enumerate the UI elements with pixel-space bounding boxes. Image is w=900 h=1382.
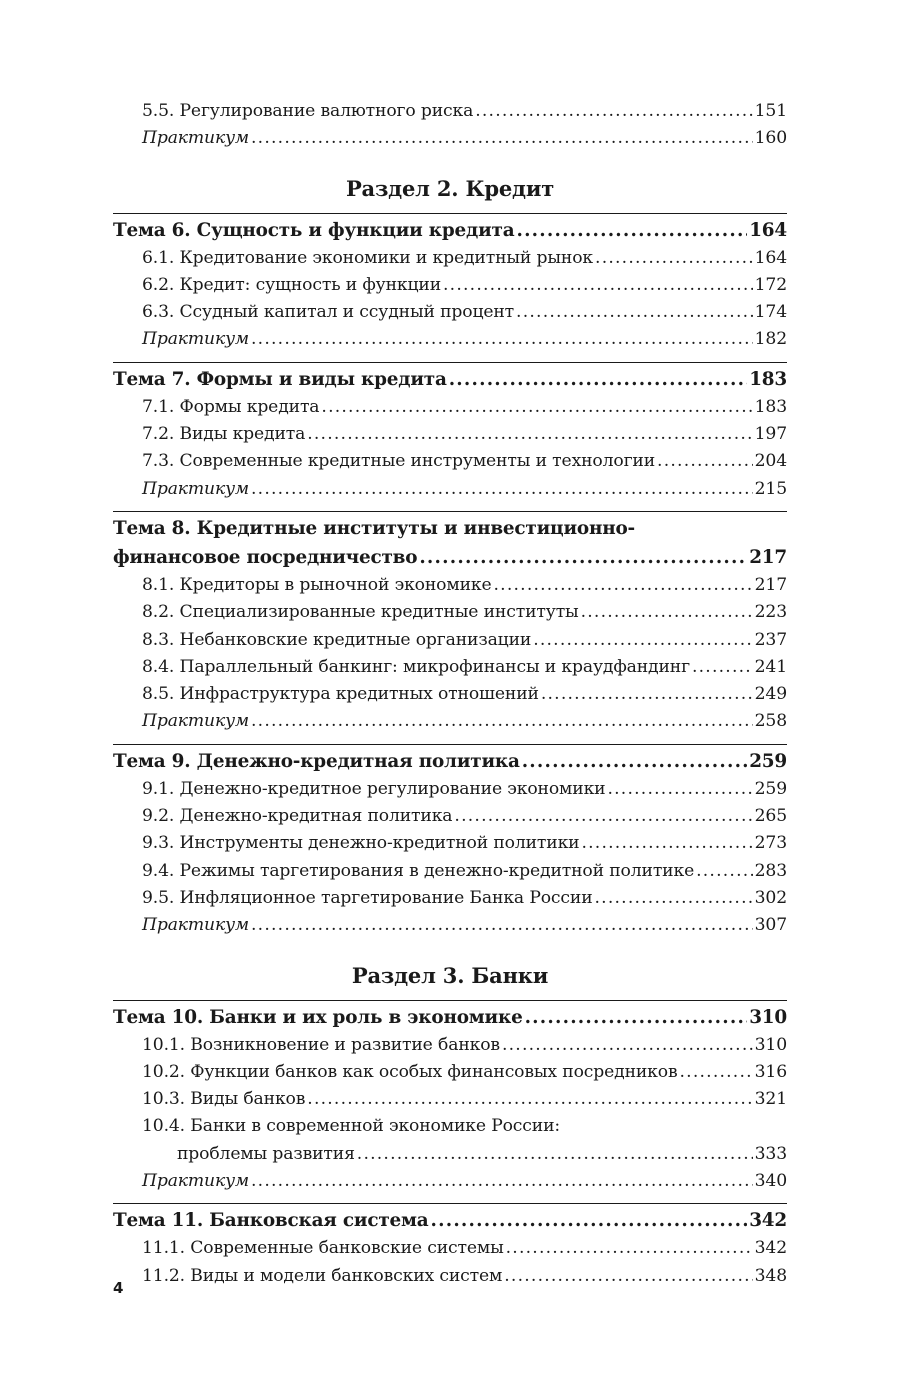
leader-dots (657, 448, 753, 475)
toc-entry-8-1 (113, 572, 787, 599)
toc-entry-title: 8.4. Параллельный банкинг: микрофинансы и краудфандинг (142, 656, 690, 677)
toc-entry-page: 223 (754, 602, 787, 623)
leader-dots (581, 830, 752, 857)
leader-dots (449, 365, 748, 394)
section-heading-3: Раздел 3. Банки (351, 962, 549, 988)
toc-entry-title: 6.1. Кредитование экономики и кредитный рынок (142, 247, 594, 268)
table-of-contents (113, 98, 787, 1290)
toc-entry-title: 11.2. Виды и модели банковских систем (142, 1265, 503, 1286)
toc-entry-title: 5.5. Регулирование валютного риска (142, 101, 474, 121)
toc-entry-11-1 (113, 1235, 787, 1262)
topic-page: 259 (749, 750, 787, 772)
toc-entry-page: 283 (754, 860, 787, 881)
toc-entry-page: 273 (754, 833, 787, 854)
toc-entry-title: 7.2. Виды кредита (142, 424, 306, 445)
leader-dots (595, 885, 753, 912)
toc-entry-title: 10.4. Банки в современной экономике России: (142, 1116, 561, 1137)
leader-dots (516, 216, 747, 245)
leader-dots (443, 272, 753, 299)
topic-heading-6 (113, 213, 787, 245)
toc-entry-6-2 (113, 272, 787, 299)
topic-title-cont: финансовое посредничество (113, 546, 418, 568)
toc-entry-page: 310 (754, 1034, 787, 1055)
toc-entry-practicum-10 (113, 1168, 787, 1195)
topic-heading-7 (113, 362, 787, 394)
toc-entry-page: 215 (754, 478, 787, 499)
leader-dots (502, 1032, 753, 1059)
toc-entry-page: 197 (754, 424, 787, 445)
toc-entry-page: 160 (754, 128, 787, 149)
page-number: 4 (113, 1279, 124, 1297)
toc-entry-9-4 (113, 858, 787, 885)
topic-heading-8-line1 (113, 511, 787, 543)
leader-dots (251, 476, 753, 503)
leader-dots (522, 747, 748, 776)
topic-page: 342 (749, 1210, 787, 1232)
toc-entry-11-2 (113, 1263, 787, 1290)
leader-dots (516, 299, 753, 326)
toc-entry-page: 348 (754, 1265, 787, 1286)
toc-entry-page: 307 (754, 915, 787, 936)
topic-page: 310 (749, 1006, 787, 1028)
toc-entry-9-2 (113, 803, 787, 830)
leader-dots (541, 681, 753, 708)
toc-entry-practicum-7 (113, 476, 787, 503)
toc-entry-page: 151 (754, 101, 787, 121)
toc-entry-page: 316 (754, 1061, 787, 1082)
toc-entry-page: 259 (754, 778, 787, 799)
leader-dots (533, 627, 752, 654)
toc-entry-10-1 (113, 1032, 787, 1059)
topic-title: Тема 10. Банки и их роль в экономике (113, 1006, 523, 1028)
toc-entry-title: 6.2. Кредит: сущность и функции (142, 274, 442, 295)
topic-heading-11 (113, 1203, 787, 1235)
leader-dots (454, 803, 752, 830)
topic-heading-9 (113, 744, 787, 776)
toc-entry-10-4-line2 (113, 1141, 787, 1168)
toc-entry-title: 11.1. Современные банковские системы (142, 1238, 504, 1259)
toc-entry-title: Практикум (142, 478, 250, 499)
toc-entry-practicum-5 (113, 125, 787, 152)
leader-dots (696, 858, 753, 885)
toc-entry-page: 333 (754, 1143, 787, 1164)
toc-entry-title: 9.2. Денежно-кредитная политика (142, 806, 453, 827)
toc-entry-5-5 (113, 98, 787, 125)
toc-entry-title: 8.2. Специализированные кредитные институты (142, 602, 579, 623)
toc-entry-6-3 (113, 299, 787, 326)
toc-entry-page: 164 (754, 247, 787, 268)
leader-dots (504, 1263, 752, 1290)
topic-title: Тема 9. Денежно-кредитная политика (113, 750, 520, 772)
toc-entry-title: 7.1. Формы кредита (142, 396, 320, 417)
leader-dots (680, 1059, 753, 1086)
topic-heading-10 (113, 1000, 787, 1032)
toc-entry-page: 172 (754, 274, 787, 295)
leader-dots (321, 394, 752, 421)
toc-entry-title: 6.3. Ссудный капитал и ссудный процент (142, 302, 515, 323)
toc-entry-page: 182 (754, 329, 787, 350)
toc-entry-practicum-9 (113, 912, 787, 939)
topic-title: Тема 11. Банковская система (113, 1210, 429, 1232)
topic-heading-8-line2 (113, 543, 787, 572)
toc-entry-page: 302 (754, 887, 787, 908)
toc-entry-page: 249 (754, 684, 787, 705)
topic-page: 164 (749, 219, 787, 241)
leader-dots (357, 1141, 753, 1168)
leader-dots (251, 1168, 753, 1195)
toc-entry-page: 342 (754, 1238, 787, 1259)
toc-entry-page: 321 (754, 1089, 787, 1110)
leader-dots (595, 245, 753, 272)
leader-dots (251, 125, 753, 152)
toc-entry-7-2 (113, 421, 787, 448)
toc-entry-8-2 (113, 599, 787, 626)
toc-entry-title: 7.3. Современные кредитные инструменты и технологии (142, 451, 656, 472)
topic-title: Тема 6. Сущность и функции кредита (113, 219, 515, 241)
toc-entry-title: Практикум (142, 1171, 250, 1192)
toc-entry-9-3 (113, 830, 787, 857)
toc-entry-8-3 (113, 627, 787, 654)
toc-entry-page: 265 (754, 806, 787, 827)
leader-dots (581, 599, 753, 626)
toc-entry-10-4-line1 (113, 1113, 787, 1140)
toc-entry-title: 8.3. Небанковские кредитные организации (142, 629, 532, 650)
toc-entry-9-1 (113, 776, 787, 803)
leader-dots (251, 912, 753, 939)
toc-entry-title: Практикум (142, 329, 250, 350)
leader-dots (525, 1003, 748, 1032)
leader-dots (419, 543, 747, 572)
toc-entry-title-cont: проблемы развития (177, 1143, 355, 1164)
toc-entry-page: 174 (754, 302, 787, 323)
toc-entry-title: 8.1. Кредиторы в рыночной экономике (142, 574, 492, 595)
toc-entry-page: 258 (754, 711, 787, 732)
toc-entry-10-3 (113, 1086, 787, 1113)
leader-dots (506, 1235, 753, 1262)
toc-entry-practicum-6 (113, 326, 787, 353)
toc-entry-page: 217 (754, 574, 787, 595)
leader-dots (307, 1086, 752, 1113)
leader-dots (494, 572, 753, 599)
toc-entry-page: 204 (754, 451, 787, 472)
toc-entry-9-5 (113, 885, 787, 912)
toc-entry-title: Практикум (142, 128, 250, 149)
toc-entry-7-1 (113, 394, 787, 421)
leader-dots (475, 98, 752, 125)
leader-dots (307, 421, 752, 448)
topic-page: 217 (749, 546, 787, 568)
topic-title: Тема 7. Формы и виды кредита (113, 368, 447, 390)
toc-entry-title: 9.4. Режимы таргетирования в денежно-кредитной политике (142, 860, 695, 881)
toc-entry-7-3 (113, 448, 787, 475)
toc-entry-8-4 (113, 654, 787, 681)
toc-entry-practicum-8 (113, 708, 787, 735)
toc-entry-page: 241 (754, 656, 787, 677)
leader-dots (251, 326, 753, 353)
toc-entry-title: 10.2. Функции банков как особых финансовых посредников (142, 1061, 678, 1082)
toc-entry-title: 9.5. Инфляционное таргетирование Банка России (142, 887, 593, 908)
toc-entry-title: 9.3. Инструменты денежно-кредитной политики (142, 833, 580, 854)
section-heading-2: Раздел 2. Кредит (345, 175, 555, 201)
leader-dots (692, 654, 753, 681)
leader-dots (607, 776, 752, 803)
leader-dots (251, 708, 753, 735)
toc-entry-10-2 (113, 1059, 787, 1086)
topic-page: 183 (749, 368, 787, 390)
toc-entry-page: 183 (754, 396, 787, 417)
toc-entry-title: Практикум (142, 915, 250, 936)
toc-entry-title: 9.1. Денежно-кредитное регулирование экономики (142, 778, 606, 799)
toc-entry-title: 8.5. Инфраструктура кредитных отношений (142, 684, 539, 705)
toc-entry-title: 10.3. Виды банков (142, 1089, 306, 1110)
toc-entry-title: Практикум (142, 711, 250, 732)
leader-dots (431, 1206, 748, 1235)
toc-entry-page: 237 (754, 629, 787, 650)
topic-title: Тема 8. Кредитные институты и инвестиционно- (113, 517, 635, 539)
toc-entry-title: 10.1. Возникновение и развитие банков (142, 1034, 500, 1055)
toc-entry-page: 340 (754, 1171, 787, 1192)
toc-entry-6-1 (113, 245, 787, 272)
toc-entry-8-5 (113, 681, 787, 708)
